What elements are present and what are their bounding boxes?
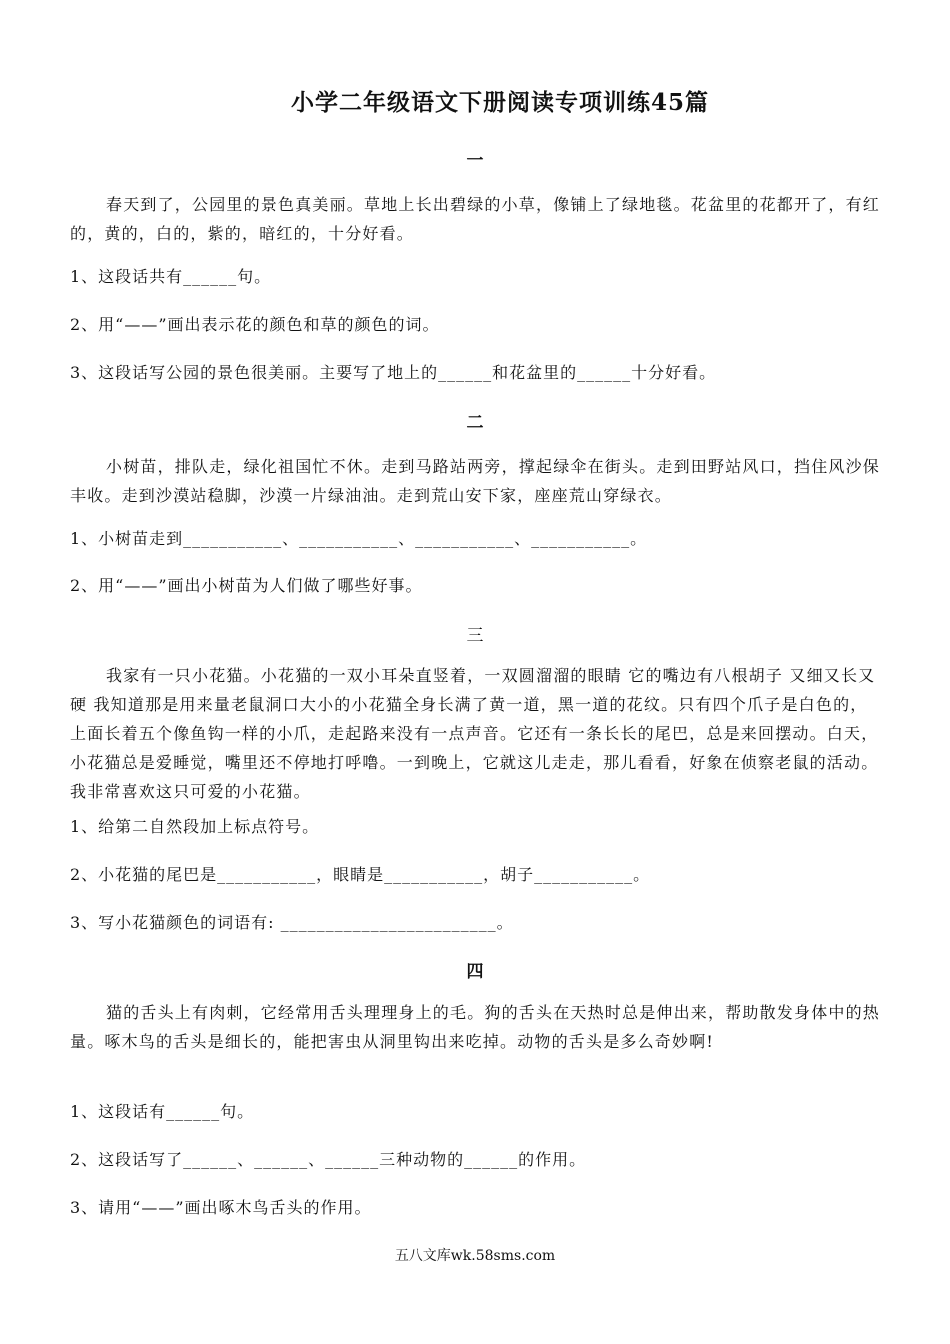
question-1-1: 1、这段话共有______句。 [70, 267, 272, 286]
question-4-1: 1、这段话有______句。 [70, 1102, 255, 1121]
question-2-1: 1、小树苗走到___________、___________、___________、___________。 [70, 529, 648, 548]
passage-1: 春天到了，公园里的景色真美丽。草地上长出碧绿的小草，像铺上了绿地毯。花盆里的花都开了，有红的，黄的，白的，紫的，暗红的，十分好看。 [70, 195, 881, 243]
section-heading-4: 四 [466, 962, 484, 982]
section-heading-1: 一 [466, 151, 484, 171]
passage-3: 我家有一只小花猫。小花猫的一双小耳朵直竖着，一双圆溜溜的眼睛 它的嘴边有八根胡子 又细又长又硬 我知道那是用来量老鼠洞口大小的小花猫全身长满了黄一道，黑一道的花纹。只有四个爪子是白色的，上面长着五个像鱼钩一样的小爪，走起路来没有一点声音。它还有一条长长的尾巴，总是来回摆动。白天，小花猫总是爱睡觉，嘴里还不停地打呼噜。一到晚上，它就这儿走走，那儿看看，好象在侦察老鼠的活动。我非常喜欢这只可爱的小花猫。 [70, 666, 879, 801]
question-1-3: 3、这段话写公园的景色很美丽。主要写了地上的______和花盆里的______十分好看。 [70, 363, 717, 382]
question-4-2: 2、这段话写了______、______、______三种动物的______的作用。 [70, 1150, 587, 1169]
question-3-2: 2、小花猫的尾巴是___________，眼睛是___________，胡子___________。 [70, 865, 651, 884]
section-heading-3: 三 [466, 626, 484, 646]
question-3-1: 1、给第二自然段加上标点符号。 [70, 817, 320, 836]
page-title: 小学二年级语文下册阅读专项训练45篇 [290, 89, 709, 116]
question-2-2: 2、用“——”画出小树苗为人们做了哪些好事。 [70, 576, 423, 595]
passage-4: 猫的舌头上有肉刺，它经常用舌头理理身上的毛。狗的舌头在天热时总是伸出来，帮助散发身体中的热量。啄木鸟的舌头是细长的，能把害虫从洞里钩出来吃掉。动物的舌头是多么奇妙啊! [70, 1003, 881, 1051]
question-3-3: 3、写小花猫颜色的词语有: ________________________。 [70, 913, 514, 932]
footer-watermark: 五八文库wk.58sms.com [394, 1248, 556, 1264]
section-heading-2: 二 [466, 413, 484, 433]
question-4-3: 3、请用“——”画出啄木鸟舌头的作用。 [70, 1198, 372, 1217]
question-1-2: 2、用“——”画出表示花的颜色和草的颜色的词。 [70, 315, 440, 334]
passage-2: 小树苗，排队走，绿化祖国忙不休。走到马路站两旁，撑起绿伞在街头。走到田野站风口，挡住风沙保丰收。走到沙漠站稳脚，沙漠一片绿油油。走到荒山安下家，座座荒山穿绿衣。 [70, 457, 881, 505]
